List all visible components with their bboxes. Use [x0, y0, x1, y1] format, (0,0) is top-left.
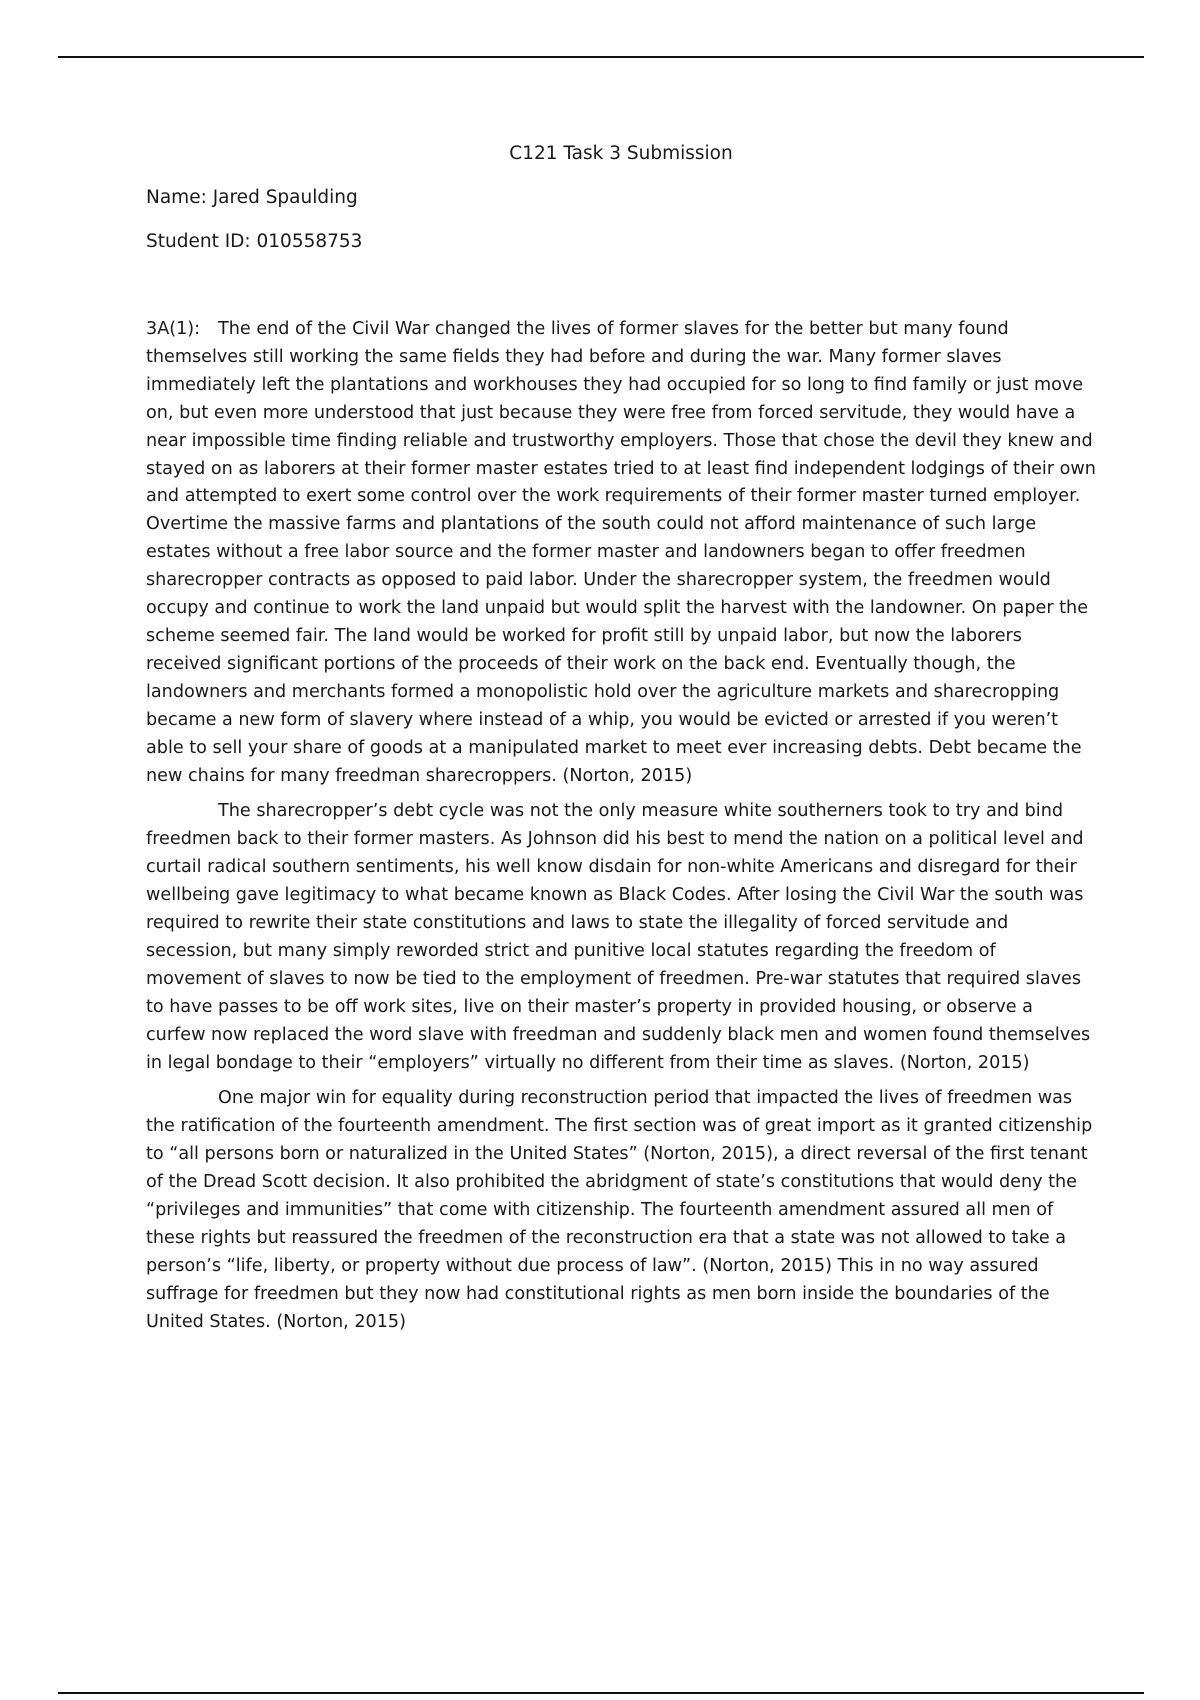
- paragraph-3a1: [146, 316, 1096, 790]
- section-label: 3A(1):: [146, 319, 201, 339]
- header-rule: [58, 56, 1144, 58]
- paragraph-fourteenth-amendment: One major win for equality during reconstruction period that impacted the lives of freedmen was the ratification of the fourteenth amendment. The first section was of great import as it granted citizenship to “all persons born or naturalized in the United States” (Norton, 2015), a direct reversal of the first tenant of the Dread Scott decision. It also prohibited the abridgment of state’s constitutions that would deny the “privileges and immunities” that come with citizenship. The fourteenth amendment assured all men of these rights but reassured the freedmen of the reconstruction era that a state was not allowed to take a person’s “life, liberty, or property without due process of law”. (Norton, 2015) This in no way assured suffrage for freedmen but they now had constitutional rights as men born inside the boundaries of the United States. (Norton, 2015): [146, 1088, 1093, 1332]
- document-body: [146, 140, 1096, 1345]
- document-title: C121 Task 3 Submission: [509, 143, 733, 164]
- paragraph-text: The end of the Civil War changed the lives of former slaves for the better but many found themselves still working the same fields they had before and during the war. Many former slaves immediately left the plantations and workhouses they had occupied for so long to find family or just move on, but even more understood that just because they were free from forced servitude, they would have a near impossible time finding reliable and trustworthy employers. Those that chose the devil they knew and stayed on as laborers at their former master estates tried to at least find independent lodgings of their own and attempted to exert some control over the work requirements of their former master turned employer. Overtime the massive farms and plantations of the south could not afford maintenance of such large estates without a free labor source and the former master and landowners began to offer freedmen sharecropper contracts as opposed to paid labor. Under the sharecropper system, the freedmen would occupy and continue to work the land unpaid but would split the harvest with the landowner. On paper the scheme seemed fair. The land would be worked for profit still by unpaid labor, but now the laborers received significant portions of the proceeds of their work on the back end. Eventually though, the landowners and merchants formed a monopolistic hold over the agriculture markets and sharecropping became a new form of slavery where instead of a whip, you would be evicted or arrested if you weren’t able to sell your share of goods at a manipulated market to meet ever increasing debts. Debt became the new chains for many freedman sharecroppers. (Norton, 2015): [146, 319, 1096, 786]
- student-id: Student ID: 010558753: [146, 231, 363, 252]
- footer-rule: [58, 1692, 1144, 1694]
- paragraph-black-codes: The sharecropper’s debt cycle was not the only measure white southerners took to try and bind freedmen back to their former masters. As Johnson did his best to mend the nation on a political level and curtail radical southern sentiments, his well know disdain for non-white Americans and disregard for their wellbeing gave legitimacy to what became known as Black Codes. After losing the Civil War the south was required to rewrite their state constitutions and laws to state the illegality of forced servitude and secession, but many simply reworded strict and punitive local statutes regarding the freedom of movement of slaves to now be tied to the employment of freedmen. Pre-war statutes that required slaves to have passes to be off work sites, live on their master’s property in provided housing, or observe a curfew now replaced the word slave with freedman and suddenly black men and women found themselves in legal bondage to their “employers” virtually no different from their time as slaves. (Norton, 2015): [146, 801, 1091, 1073]
- student-name: Name: Jared Spaulding: [146, 187, 358, 208]
